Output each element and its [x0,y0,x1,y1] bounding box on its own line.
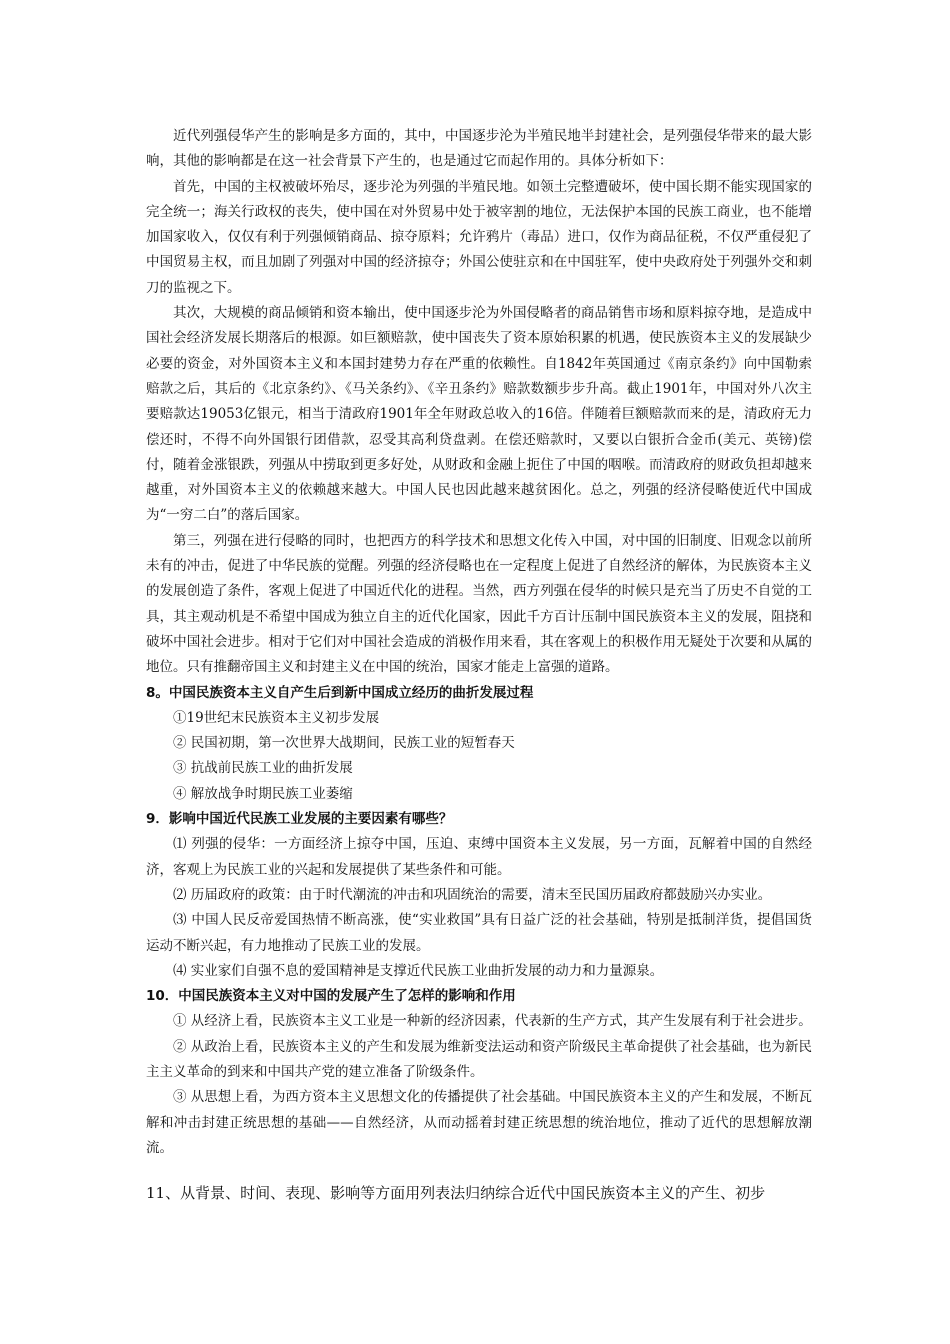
paragraph-intro: 近代列强侵华产生的影响是多方面的，其中，中国逐步沦为半殖民地半封建社会，是列强侵华带来的最大影响，其他的影响都是在这一社会背景下产生的，也是通过它而起作用的。具体分析如下： [146,128,812,170]
section-10-item: ③ 从思想上看，为西方资本主义思想文化的传播提供了社会基础。中国民族资本主义的产生和发展，不断瓦解和冲击封建正统思想的基础——自然经济，从而动摇着封建正统思想的统治地位，推动了近代的思想解放潮流。 [146,1089,812,1156]
paragraph-first: 首先，中国的主权被破坏殆尽，逐步沦为列强的半殖民地。如领土完整遭破坏，使中国长期不能实现国家的完全统一；海关行政权的丧失，使中国在对外贸易中处于被宰割的地位，无法保护本国的民族工商业，也不能增加国家收入，仅仅有利于列强倾销商品、掠夺原料；允许鸦片（毒品）进口，仅作为商品征税，不仅严重侵犯了中国贸易主权，而且加剧了列强对中国的经济掠夺；外国公使驻京和在中国驻军，使中央政府处于列强外交和刺刀的监视之下。 [146,178,812,296]
paragraph-third: 第三，列强在进行侵略的同时，也把西方的科学技术和思想文化传入中国，对中国的旧制度、旧观念以前所未有的冲击，促进了中华民族的觉醒。列强的经济侵略也在一定程度上促进了自然经济的解体，为民族资本主义的发展创造了条件，客观上促进了中国近代化的进程。当然，西方列强在侵华的时候只是充当了历史不自觉的工具，其主观动机是不希望中国成为独立自主的近代化国家，因此千方百计压制中国民族资本主义的发展，阻挠和破坏中国社会进步。相对于它们对中国社会造成的消极作用来看，其在客观上的积极作用无疑处于次要和从属的地位。只有推翻帝国主义和封建主义在中国的统治，国家才能走上富强的道路。 [146,532,812,676]
section-9-item: ⑴ 列强的侵华：一方面经济上掠夺中国，压迫、束缚中国资本主义发展，另一方面，瓦解着中国的自然经济，客观上为民族工业的兴起和发展提供了某些条件和可能。 [146,836,812,878]
section-8-item: ③ 抗战前民族工业的曲折发展 [173,760,353,777]
section-11-heading: 11、从背景、时间、表现、影响等方面用列表法归纳综合近代中国民族资本主义的产生、初步 [146,1184,766,1203]
section-8-item: ①19世纪末民族资本主义初步发展 [173,709,380,726]
section-9-item: ⑶ 中国人民反帝爱国热情不断高涨，使“实业救国”具有日益广泛的社会基础，特别是抵制洋货，提倡国货运动不断兴起，有力地推动了民族工业的发展。 [146,912,812,954]
section-9-heading: 9．影响中国近代民族工业发展的主要因素有哪些？ [146,811,453,828]
section-10-item: ① 从经济上看，民族资本主义工业是一种新的经济因素，代表新的生产方式，其产生发展有利于社会进步。 [173,1013,812,1030]
section-10-heading: 10．中国民族资本主义对中国的发展产生了怎样的影响和作用 [146,988,516,1005]
section-8-heading: 8。中国民族资本主义自产生后到新中国成立经历的曲折发展过程 [146,684,534,701]
section-8-item: ② 民国初期，第一次世界大战期间，民族工业的短暂春天 [173,735,515,752]
section-10-item: ② 从政治上看，民族资本主义的产生和发展为维新变法运动和资产阶级民主革命提供了社会基础，也为新民主主义革命的到来和中国共产党的建立准备了阶级条件。 [146,1038,812,1080]
paragraph-second: 其次，大规模的商品倾销和资本输出，使中国逐步沦为外国侵略者的商品销售市场和原料掠夺地，是造成中国社会经济发展长期落后的根源。如巨额赔款，使中国丧失了资本原始积累的机遇，使民族资本主义的发展缺少必要的资金，对外国资本主义和本国封建势力存在严重的依赖性。自1842年英国通过《南京条约》向中国勒索赔款之后，其后的《北京条约》、《马关条约》、《辛丑条约》赔款数额步步升高。截止1901年，中国对外八次主要赔款达19053亿银元，相当于清政府1901年全年财政总收入的16倍。伴随着巨额赔款而来的是，清政府无力偿还时，不得不向外国银行团借款，忍受其高利贷盘剥。在偿还赔款时，又要以白银折合金币(美元、英镑)偿付，随着金涨银跌，列强从中捞取到更多好处，从财政和金融上扼住了中国的咽喉。而清政府的财政负担却越来越重，对外国资本主义的依赖越来越大。中国人民也因此越来越贫困化。总之，列强的经济侵略使近代中国成为“一穷二白”的落后国家。 [146,305,812,524]
section-9-item: ⑷ 实业家们自强不息的爱国精神是支撑近代民族工业曲折发展的动力和力量源泉。 [173,962,664,979]
section-9-item: ⑵ 历届政府的政策：由于时代潮流的冲击和巩固统治的需要，清末至民国历届政府都鼓励兴办实业。 [173,886,772,903]
section-8-item: ④ 解放战争时期民族工业萎缩 [173,785,353,802]
document-body [146,124,812,1207]
